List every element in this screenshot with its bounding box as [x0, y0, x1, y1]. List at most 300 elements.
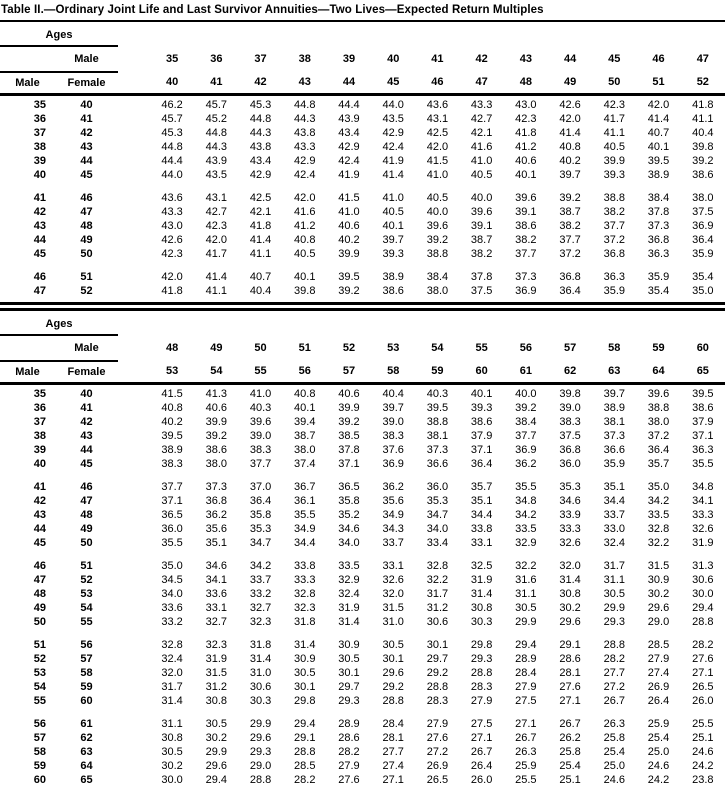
multiple-value-cell: 31.7 [603, 560, 625, 572]
multiple-value-cell: 41.9 [338, 169, 360, 181]
spacer-cell [0, 182, 725, 191]
male-col-label: Male [0, 361, 55, 383]
female-age-cell: 42 [80, 127, 93, 139]
multiple-value-cell: 27.9 [426, 718, 449, 730]
multiple-value-cell: 45.3 [249, 99, 272, 111]
multiple-value-cell: 38.7 [294, 430, 316, 442]
multiple-value-cell: 42.9 [249, 169, 272, 181]
multiple-value-cell: 33.3 [692, 509, 714, 521]
multiple-value-cell: 38.0 [294, 444, 316, 456]
row-spacer [118, 601, 150, 615]
multiple-value-cell: 25.9 [647, 718, 670, 730]
multiple-value-cell: 34.7 [249, 537, 272, 549]
multiple-value-cell: 30.5 [338, 653, 360, 665]
male-age-cell: 42 [33, 495, 46, 507]
row-spacer [118, 401, 150, 415]
multiple-value-cell: 32.4 [603, 537, 625, 549]
multiple-value-cell: 39.9 [603, 155, 625, 167]
multiple-value-cell: 27.2 [426, 746, 449, 758]
multiple-value-cell: 26.7 [603, 695, 625, 707]
multiple-value-cell: 32.2 [426, 574, 449, 586]
multiple-value-cell: 38.7 [559, 206, 581, 218]
male-age-cell: 44 [33, 234, 46, 246]
multiple-value-cell: 29.8 [294, 695, 316, 707]
female-col-label: Female [55, 361, 118, 383]
multiple-value-cell: 40.1 [515, 169, 537, 181]
female-age-header: 40 [150, 72, 194, 94]
multiple-value-cell: 29.4 [205, 774, 228, 786]
female-age-header: 58 [371, 361, 415, 383]
multiple-value-cell: 28.8 [382, 695, 404, 707]
multiple-value-cell: 42.6 [161, 234, 183, 246]
multiple-value-cell: 38.8 [603, 192, 625, 204]
multiple-value-cell: 39.9 [338, 248, 360, 260]
multiple-value-cell: 38.8 [426, 416, 449, 428]
female-age-cell: 52 [80, 285, 93, 297]
multiple-value-cell: 25.5 [515, 774, 537, 786]
row-spacer [118, 284, 150, 298]
multiple-value-cell: 28.9 [338, 718, 360, 730]
multiple-value-cell: 31.3 [692, 560, 714, 572]
multiple-value-cell: 42.0 [559, 113, 581, 125]
multiple-value-cell: 42.4 [338, 155, 360, 167]
multiple-value-cell: 28.2 [294, 774, 316, 786]
multiple-value-cell: 33.7 [382, 537, 404, 549]
multiple-value-cell: 29.1 [559, 639, 581, 651]
multiple-value-cell: 42.3 [515, 113, 537, 125]
female-age-cell: 48 [80, 509, 93, 521]
multiple-value-cell: 38.3 [382, 430, 404, 442]
male-age-cell: 44 [33, 523, 46, 535]
multiple-value-cell: 34.4 [470, 509, 493, 521]
multiple-value-cell: 41.8 [249, 220, 272, 232]
multiple-value-cell: 33.4 [426, 537, 449, 549]
multiple-value-cell: 28.2 [692, 639, 714, 651]
multiple-value-cell: 31.1 [161, 718, 183, 730]
male-ages-header-row [0, 46, 725, 72]
female-age-header: 44 [327, 72, 371, 94]
male-age-cell: 53 [33, 667, 46, 679]
female-age-cell: 42 [80, 416, 93, 428]
multiple-value-cell: 35.8 [338, 495, 360, 507]
multiple-value-cell: 39.2 [692, 155, 714, 167]
multiple-value-cell: 31.4 [559, 574, 581, 586]
multiple-value-cell: 41.1 [692, 113, 714, 125]
multiple-value-cell: 30.1 [426, 639, 449, 651]
data-row [0, 284, 725, 298]
multiple-value-cell: 43.3 [470, 99, 493, 111]
female-age-header: 43 [283, 72, 327, 94]
multiple-value-cell: 35.0 [692, 285, 714, 297]
multiple-value-cell: 27.9 [338, 760, 360, 772]
multiple-value-cell: 31.4 [338, 616, 360, 628]
multiple-value-cell: 36.2 [515, 458, 537, 470]
multiple-value-cell: 37.3 [205, 481, 228, 493]
multiple-value-cell: 36.6 [426, 458, 449, 470]
data-row [0, 154, 725, 168]
multiple-value-cell: 37.6 [382, 444, 404, 456]
multiple-value-cell: 34.0 [426, 523, 449, 535]
multiple-value-cell: 25.4 [647, 732, 670, 744]
multiple-value-cell: 26.7 [470, 746, 493, 758]
multiple-value-cell: 34.9 [294, 523, 316, 535]
male-age-header: 47 [696, 53, 709, 65]
multiple-value-cell: 27.6 [426, 732, 449, 744]
multiple-value-cell: 29.4 [294, 718, 316, 730]
multiple-value-cell: 39.2 [338, 285, 360, 297]
multiple-value-cell: 43.3 [161, 206, 183, 218]
female-age-cell: 51 [80, 271, 93, 283]
multiple-value-cell: 28.6 [559, 653, 581, 665]
multiple-value-cell: 38.1 [603, 416, 625, 428]
multiple-value-cell: 38.3 [559, 416, 581, 428]
multiple-value-cell: 38.1 [426, 430, 449, 442]
multiple-value-cell: 29.8 [470, 639, 493, 651]
multiple-value-cell: 43.9 [205, 155, 228, 167]
lower-table [0, 311, 725, 787]
multiple-value-cell: 32.4 [338, 588, 360, 600]
multiple-value-cell: 37.3 [603, 430, 625, 442]
multiple-value-cell: 36.5 [161, 509, 183, 521]
female-age-header: 46 [415, 72, 459, 94]
female-age-header: 51 [636, 72, 680, 94]
male-age-cell: 52 [33, 653, 46, 665]
multiple-value-cell: 27.2 [603, 681, 625, 693]
multiple-value-cell: 37.7 [249, 458, 272, 470]
multiple-value-cell: 40.1 [647, 141, 670, 153]
male-age-cell: 38 [33, 141, 46, 153]
multiple-value-cell: 30.9 [338, 639, 360, 651]
multiple-value-cell: 42.4 [294, 169, 316, 181]
multiple-value-cell: 38.4 [647, 192, 670, 204]
multiple-value-cell: 36.8 [603, 248, 625, 260]
male-age-cell: 45 [33, 537, 46, 549]
multiple-value-cell: 31.4 [294, 639, 316, 651]
multiple-value-cell: 32.3 [205, 639, 228, 651]
multiple-value-cell: 26.9 [426, 760, 449, 772]
multiple-value-cell: 34.9 [382, 509, 404, 521]
multiple-value-cell: 37.5 [692, 206, 714, 218]
multiple-value-cell: 36.8 [205, 495, 228, 507]
data-row [0, 126, 725, 140]
multiple-value-cell: 35.9 [603, 458, 625, 470]
multiple-value-cell: 31.9 [338, 602, 360, 614]
multiple-value-cell: 27.6 [338, 774, 360, 786]
male-age-cell: 47 [33, 574, 46, 586]
multiple-value-cell: 41.4 [647, 113, 670, 125]
multiple-value-cell: 44.4 [338, 99, 360, 111]
female-age-header: 41 [194, 72, 238, 94]
female-age-cell: 43 [80, 141, 93, 153]
female-age-cell: 41 [80, 402, 93, 414]
data-row [0, 745, 725, 759]
multiple-value-cell: 37.8 [647, 206, 670, 218]
multiple-value-cell: 36.0 [559, 458, 581, 470]
multiple-value-cell: 26.2 [559, 732, 581, 744]
multiple-value-cell: 32.3 [249, 616, 272, 628]
multiple-value-cell: 34.6 [338, 523, 360, 535]
multiple-value-cell: 28.8 [692, 616, 714, 628]
row-spacer [118, 112, 150, 126]
multiple-value-cell: 39.3 [470, 402, 493, 414]
male-age-cell: 48 [33, 588, 46, 600]
multiple-value-cell: 40.2 [161, 416, 183, 428]
multiple-value-cell: 35.5 [692, 458, 714, 470]
female-age-cell: 48 [80, 220, 93, 232]
row-spacer [118, 154, 150, 168]
multiple-value-cell: 40.8 [559, 141, 581, 153]
male-age-cell: 35 [33, 99, 46, 111]
multiple-value-cell: 25.8 [603, 732, 625, 744]
male-age-header: 39 [342, 53, 356, 65]
multiple-value-cell: 40.5 [382, 206, 404, 218]
multiple-value-cell: 35.0 [161, 560, 183, 572]
multiple-value-cell: 40.6 [338, 220, 360, 232]
female-age-header: 62 [548, 361, 592, 383]
multiple-value-cell: 41.6 [294, 206, 316, 218]
row-spacer [118, 457, 150, 471]
multiple-value-cell: 30.6 [426, 616, 449, 628]
multiple-value-cell: 36.4 [647, 444, 670, 456]
data-row [0, 429, 725, 443]
multiple-value-cell: 28.4 [515, 667, 537, 679]
multiple-value-cell: 43.8 [249, 141, 272, 153]
multiple-value-cell: 41.1 [603, 127, 625, 139]
multiple-value-cell: 38.6 [205, 444, 228, 456]
multiple-value-cell: 37.3 [515, 271, 537, 283]
female-age-header: 57 [327, 361, 371, 383]
row-spacer [118, 126, 150, 140]
female-age-cell: 64 [80, 760, 93, 772]
multiple-value-cell: 31.7 [426, 588, 449, 600]
multiple-value-cell: 35.6 [205, 523, 228, 535]
data-row [0, 480, 725, 494]
multiple-value-cell: 40.3 [249, 402, 272, 414]
multiple-value-cell: 33.8 [294, 560, 316, 572]
multiple-value-cell: 39.8 [692, 141, 714, 153]
multiple-value-cell: 29.2 [426, 667, 449, 679]
multiple-value-cell: 42.9 [382, 127, 404, 139]
multiple-value-cell: 38.9 [647, 169, 670, 181]
spacer-cell [0, 708, 725, 717]
multiple-value-cell: 30.5 [515, 602, 537, 614]
multiple-value-cell: 39.5 [647, 155, 670, 167]
multiple-value-cell: 32.6 [559, 537, 581, 549]
female-age-header: 63 [592, 361, 636, 383]
multiple-value-cell: 42.0 [426, 141, 449, 153]
multiple-value-cell: 30.5 [205, 718, 228, 730]
female-age-header: 54 [194, 361, 238, 383]
multiple-value-cell: 30.0 [161, 774, 183, 786]
multiple-value-cell: 25.0 [603, 760, 625, 772]
multiple-value-cell: 39.2 [515, 402, 537, 414]
multiple-value-cell: 30.6 [249, 681, 272, 693]
male-age-cell: 35 [33, 388, 46, 400]
multiple-value-cell: 38.0 [426, 285, 449, 297]
multiple-value-cell: 30.1 [338, 667, 360, 679]
multiple-value-cell: 36.9 [692, 220, 714, 232]
multiple-value-cell: 29.3 [249, 746, 272, 758]
multiple-value-cell: 27.6 [692, 653, 714, 665]
multiple-value-cell: 32.0 [559, 560, 581, 572]
multiple-value-cell: 38.6 [692, 402, 714, 414]
multiple-value-cell: 30.5 [294, 667, 316, 679]
data-row [0, 401, 725, 415]
row-spacer [118, 270, 150, 284]
column-labels-row [0, 361, 725, 383]
multiple-value-cell: 25.4 [603, 746, 625, 758]
male-age-header: 35 [165, 53, 179, 65]
multiple-value-cell: 29.9 [603, 602, 625, 614]
data-row [0, 247, 725, 261]
multiple-value-cell: 24.2 [692, 760, 714, 772]
multiple-value-cell: 28.9 [515, 653, 537, 665]
male-age-cell: 39 [33, 444, 46, 456]
male-row-label: Male [55, 46, 118, 72]
multiple-value-cell: 45.2 [205, 113, 228, 125]
row-spacer [118, 443, 150, 457]
data-row [0, 191, 725, 205]
female-age-cell: 63 [80, 746, 93, 758]
multiple-value-cell: 39.8 [559, 388, 581, 400]
female-age-cell: 59 [80, 681, 93, 693]
male-ages-header-row [0, 335, 725, 361]
multiple-value-cell: 37.1 [161, 495, 183, 507]
multiple-value-cell: 43.3 [294, 141, 316, 153]
data-row [0, 666, 725, 680]
multiple-value-cell: 38.4 [515, 416, 537, 428]
multiple-value-cell: 39.2 [426, 234, 449, 246]
multiple-value-cell: 38.0 [692, 192, 714, 204]
multiple-value-cell: 35.9 [603, 285, 625, 297]
multiple-value-cell: 27.7 [603, 667, 625, 679]
male-age-header: 45 [608, 53, 621, 65]
male-age-cell: 36 [33, 402, 46, 414]
data-row [0, 168, 725, 182]
row-spacer [118, 680, 150, 694]
multiple-value-cell: 39.9 [205, 416, 228, 428]
multiple-value-cell: 42.1 [470, 127, 493, 139]
multiple-value-cell: 41.1 [249, 248, 272, 260]
male-age-cell: 41 [33, 192, 46, 204]
multiple-value-cell: 28.8 [470, 667, 493, 679]
group-gap-row [0, 182, 725, 191]
multiple-value-cell: 29.2 [382, 681, 404, 693]
multiple-value-cell: 36.3 [692, 444, 714, 456]
multiple-value-cell: 31.8 [294, 616, 316, 628]
multiple-value-cell: 26.0 [692, 695, 714, 707]
multiple-value-cell: 38.0 [647, 416, 670, 428]
female-age-header: 55 [238, 361, 282, 383]
group-gap-row [0, 471, 725, 480]
upper-table-container [0, 22, 725, 298]
multiple-value-cell: 24.6 [692, 746, 714, 758]
male-age-header: 52 [342, 342, 356, 354]
row-spacer [118, 536, 150, 550]
multiple-value-cell: 39.7 [382, 234, 404, 246]
multiple-value-cell: 39.2 [338, 416, 360, 428]
multiple-value-cell: 37.5 [559, 430, 581, 442]
multiple-value-cell: 37.0 [249, 481, 272, 493]
multiple-value-cell: 39.5 [161, 430, 183, 442]
multiple-value-cell: 29.4 [692, 602, 714, 614]
male-age-cell: 40 [33, 169, 46, 181]
female-age-header: 56 [283, 361, 327, 383]
multiple-value-cell: 44.8 [205, 127, 228, 139]
male-age-cell: 37 [33, 416, 46, 428]
male-age-cell: 38 [33, 430, 46, 442]
multiple-value-cell: 40.0 [470, 192, 493, 204]
row-spacer [118, 759, 150, 773]
spacer-cell [0, 629, 725, 638]
multiple-value-cell: 41.4 [249, 234, 272, 246]
multiple-value-cell: 25.9 [515, 760, 537, 772]
multiple-value-cell: 35.8 [249, 509, 272, 521]
multiple-value-cell: 34.0 [161, 588, 183, 600]
multiple-value-cell: 28.8 [294, 746, 316, 758]
multiple-value-cell: 35.1 [603, 481, 625, 493]
multiple-value-cell: 37.5 [470, 285, 493, 297]
multiple-value-cell: 30.3 [249, 695, 272, 707]
multiple-value-cell: 34.2 [249, 560, 272, 572]
multiple-value-cell: 29.1 [294, 732, 316, 744]
multiple-value-cell: 32.7 [205, 616, 228, 628]
row-spacer [118, 573, 150, 587]
multiple-value-cell: 41.8 [161, 285, 183, 297]
multiple-value-cell: 27.6 [559, 681, 581, 693]
male-age-header: 56 [519, 342, 532, 354]
multiple-value-cell: 28.5 [294, 760, 316, 772]
multiple-value-cell: 32.4 [161, 653, 183, 665]
male-age-cell: 37 [33, 127, 46, 139]
multiple-value-cell: 36.3 [603, 271, 625, 283]
male-age-header: 48 [165, 342, 179, 354]
multiple-value-cell: 26.7 [515, 732, 537, 744]
multiple-value-cell: 28.3 [426, 695, 449, 707]
multiple-value-cell: 33.1 [470, 537, 493, 549]
multiple-value-cell: 41.4 [205, 271, 228, 283]
multiple-value-cell: 38.3 [249, 444, 272, 456]
multiple-value-cell: 29.6 [382, 667, 404, 679]
male-age-cell: 42 [33, 206, 46, 218]
multiple-value-cell: 28.8 [603, 639, 625, 651]
data-row [0, 694, 725, 708]
multiple-value-cell: 42.3 [205, 220, 228, 232]
male-col-label: Male [0, 72, 55, 94]
multiple-value-cell: 44.0 [161, 169, 183, 181]
multiple-value-cell: 25.1 [559, 774, 581, 786]
multiple-value-cell: 39.4 [294, 416, 316, 428]
multiple-value-cell: 39.6 [249, 416, 272, 428]
male-age-cell: 46 [33, 271, 46, 283]
multiple-value-cell: 40.8 [294, 234, 316, 246]
data-row [0, 233, 725, 247]
female-age-cell: 49 [80, 234, 93, 246]
multiple-value-cell: 32.6 [382, 574, 404, 586]
multiple-value-cell: 43.6 [426, 99, 449, 111]
multiple-value-cell: 41.7 [603, 113, 625, 125]
multiple-value-cell: 41.0 [426, 169, 449, 181]
multiple-value-cell: 29.9 [249, 718, 272, 730]
multiple-value-cell: 42.5 [426, 127, 449, 139]
row-spacer [118, 494, 150, 508]
multiple-value-cell: 30.3 [470, 616, 493, 628]
data-row [0, 508, 725, 522]
header-blank [118, 311, 725, 335]
multiple-value-cell: 41.7 [205, 248, 228, 260]
multiple-value-cell: 37.2 [647, 430, 670, 442]
multiple-value-cell: 36.9 [382, 458, 404, 470]
